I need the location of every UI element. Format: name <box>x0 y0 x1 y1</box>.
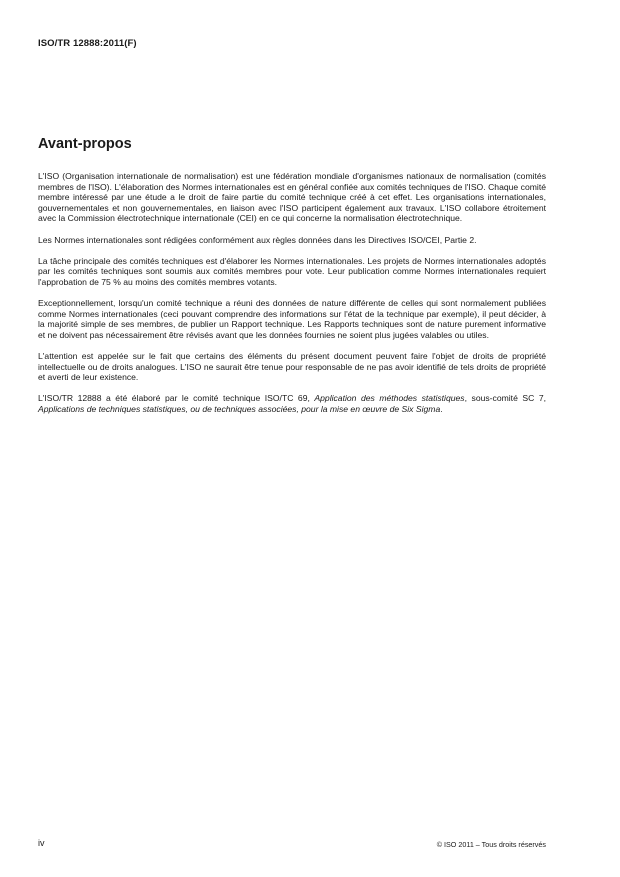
attribution-text-2: , sous-comité SC 7, <box>464 393 546 404</box>
paragraph-technical-committees: La tâche principale des comités techniques est d'élaborer les Normes internationales. Les projets de Normes internationales adoptés par les comités techniques sont soumis aux comités membres pour vote. Leur publication comme Normes internationales requiert l'approbation de 75 % au moins des comités membres votants. <box>38 255 546 287</box>
paragraph-patent-rights: L'attention est appelée sur le fait que certains des éléments du présent document peuvent faire l'objet de droits de propriété intellectuelle ou de droits analogues. L'ISO ne saurait être tenue pour responsable de ne pas avoir identifié de tels droits de propriété et averti de leur existence. <box>38 351 546 383</box>
document-id-header: ISO/TR 12888:2011(F) <box>38 38 137 49</box>
attribution-committee-title: Application des méthodes statistiques <box>314 393 465 404</box>
copyright-notice: © ISO 2011 – Tous droits réservés <box>436 840 546 849</box>
attribution-text-1: L'ISO/TR 12888 a été élaboré par le comité technique ISO/TC 69, <box>38 393 315 404</box>
paragraph-technical-reports: Exceptionnellement, lorsqu'un comité technique a réuni des données de nature différente de celles qui sont normalement publiées comme Normes internationales (ceci pouvant comprendre des informations sur l'état de la technique par exemple), il peut décider, à la majorité simple de ses membres, de publier un Rapport technique. Les Rapports techniques sont de nature purement informative et ne doivent pas nécessairement être révisés avant que les données fournies ne soient plus jugées valables ou utiles. <box>38 298 546 340</box>
paragraph-committee-attribution <box>38 393 546 414</box>
paragraph-iso-organisation: L'ISO (Organisation internationale de normalisation) est une fédération mondiale d'organismes nationaux de normalisation (comités membres de l'ISO). L'élaboration des Normes internationales est en général confiée aux comités techniques de l'ISO. Chaque comité membre intéressé par une étude a le droit de faire partie du comité technique créé à cet effet. Les organisations internationales, gouvernementales et non gouvernementales, en liaison avec l'ISO participent également aux travaux. L'ISO collabore étroitement avec la Commission électrotechnique internationale (CEI) en ce qui concerne la normalisation électrotechnique. <box>38 171 546 224</box>
attribution-subcommittee-title: Applications de techniques statistiques, ou de techniques associées, pour la mise en œuvre de Six Sigma <box>38 404 441 415</box>
foreword-body <box>38 171 546 425</box>
attribution-text-3: . <box>440 404 443 415</box>
page-title: Avant-propos <box>38 136 132 152</box>
paragraph-drafting-rules: Les Normes internationales sont rédigées conformément aux règles données dans les Directives ISO/CEI, Partie 2. <box>38 234 477 245</box>
page-number: iv <box>38 838 45 848</box>
